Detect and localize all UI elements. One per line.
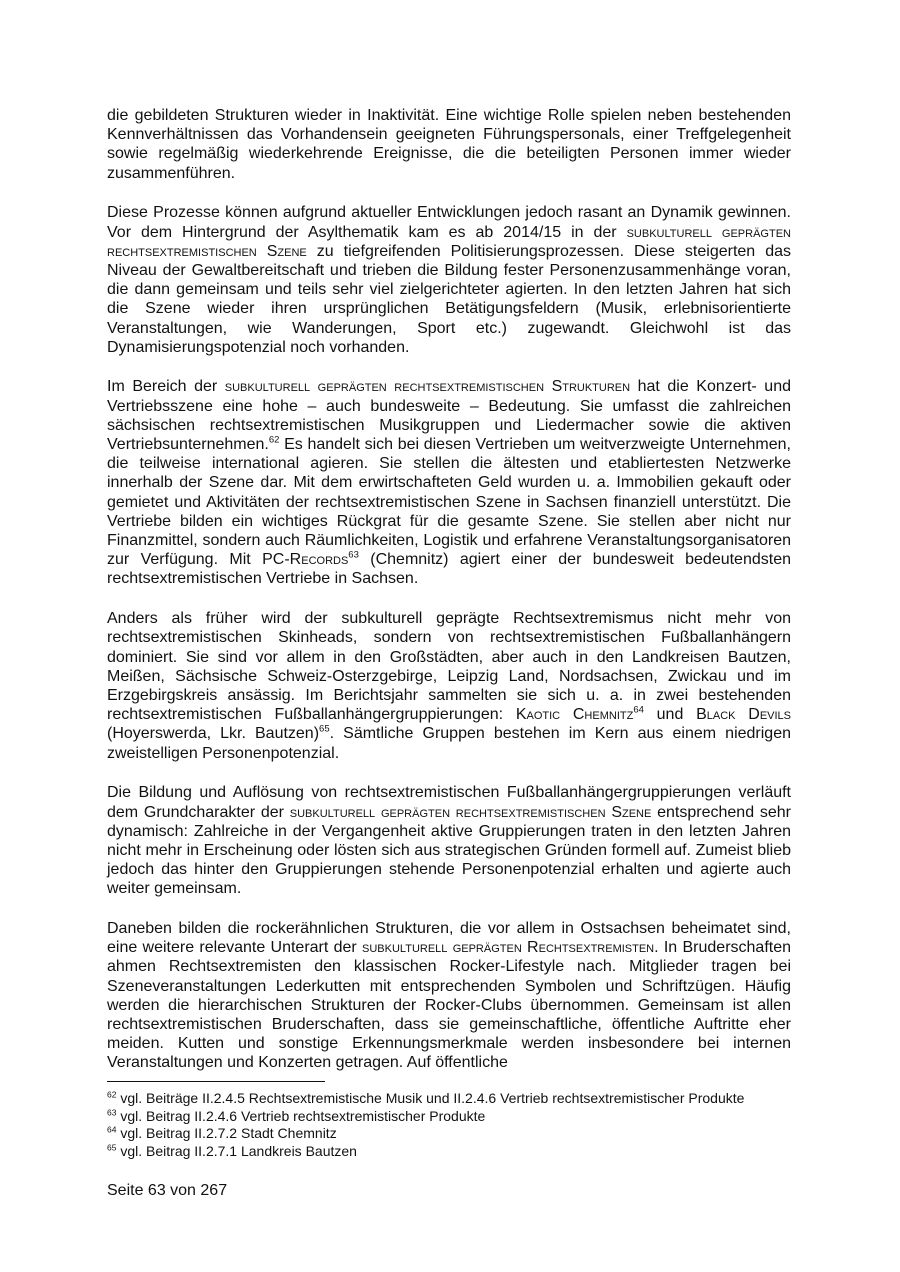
footnote-65 [107,1143,791,1161]
paragraph-5 [107,783,791,898]
footnote-divider [107,1081,325,1082]
text-run: . Sämtliche Gruppen bestehen im Kern aus einem niedrigen zweistelligen Personenpotenzial. [107,725,792,762]
footnote-text: vgl. Beitrag II.2.4.6 Vertrieb rechtsextremistischer Produkte [116,1107,486,1124]
small-caps-term: subkulturell geprägten Rechtsextremisten [362,939,655,957]
small-caps-term: subkulturell geprägten rechtsextremistischen Szene [289,803,652,821]
small-caps-term: subkulturell geprägten rechtsextremistischen Szene [107,223,791,260]
paragraph-6 [107,919,791,1073]
footnotes [107,1090,791,1160]
footnote-number: 64 [107,1124,117,1135]
paragraph-3 [107,377,791,588]
small-caps-term: PC-Records [262,551,349,569]
paragraph-4 [107,609,791,763]
footnote-63 [107,1108,791,1126]
text-run: (Hoyerswerda, Lkr. Bautzen) [107,725,320,743]
footnote-64 [107,1125,791,1143]
text-run: zu tiefgreifenden Politisierungsprozessen. Diese steigerten das Niveau der Gewaltbereitschaft und trieben die Bildung fester Personenzusammenhänge voran, die dann gemeinsam und teils sehr viel zielgerichteter agierten. In den letzten Jahren hat sich die Szene wieder ihren ursprünglichen Betätigungsfeldern (Musik, erlebnisorientierte Veranstaltungen, wie Wanderungen, Sport etc.) zugewandt. Gleichwohl ist das Dynamisierungspotenzial noch vorhanden. [107,242,791,356]
footnote-text: vgl. Beitrag II.2.7.1 Landkreis Bautzen [116,1142,357,1159]
small-caps-term: subkulturell geprägten rechtsextremistischen Strukturen [224,378,631,396]
text-run: und [643,706,697,724]
text-run: Diese Prozesse können aufgrund aktueller Entwicklungen jedoch rasant an Dynamik gewinnen. Vor dem Hintergrund der Asylthematik kam es ab 2014/15 in der [107,204,791,241]
footnote-number: 62 [107,1089,117,1100]
small-caps-term: Black Devils [696,706,792,724]
footnote-text: vgl. Beiträge II.2.4.5 Rechtsextremistische Musik und II.2.4.6 Vertrieb rechtsextremistischer Produkte [116,1090,745,1106]
footnote-ref-65: 65 [319,724,330,736]
footnote-ref-62: 62 [268,434,280,446]
page-number: Seite 63 von 267 [107,1182,228,1199]
text-run: (Chemnitz) agiert einer der bundesweit bedeutendsten rechtsextremistischen Vertriebe in Sachsen. [107,551,791,588]
text-run: Im Bereich der [107,378,225,396]
body-text [107,106,791,1093]
text-run: Anders als früher wird der subkulturell geprägte Rechtsextremismus nicht mehr von rechtsextremistischen Skinheads, sondern von rechtsextremistischen Fußballanhängern dominiert. Sie sind vor allem in den Großstädten, aber auch in den Landkreisen Bautzen, Meißen, Sächsische Schweiz-Osterzgebirge, Leipzig Land, Nordsachsen, Zwickau und im Erzgebirgskreis ansässig. Im Berichtsjahr sammelten sie sich u. a. in zwei bestehenden rechtsextremistischen Fußballanhängergruppierungen: [107,610,791,724]
text-run: Daneben bilden die rockerähnlichen Strukturen, die vor allem in Ostsachsen beheimatet sind, eine weitere relevante Unterart der [107,920,791,957]
footnote-number: 63 [107,1106,117,1117]
paragraph-1-text: die gebildeten Strukturen wieder in Inaktivität. Eine wichtige Rolle spielen neben bestehenden Kennverhältnissen das Vorhandensein geeigneten Führungspersonals, einer Treffgelegenheit sowie regelmäßig wiederkehrende Ereignisse, die die beteiligten Personen immer wieder zusammenführen. [107,107,791,182]
small-caps-term: Kaotic Chemnitz [515,706,634,724]
footnote-text: vgl. Beitrag II.2.7.2 Stadt Chemnitz [116,1125,337,1142]
text-run: Es handelt sich bei diesen Vertrieben um weitverzweigte Unternehmen, die teilweise international agieren. Sie stellen die ältesten und etabliertesten Netzwerke innerhalb der Szene dar. Mit dem erwirtschafteten Geld wurden u. a. Immobilien gekauft oder gemietet und Aktivitäten der rechtsextremistischen Szene in Sachsen finanziell unterstützt. Die Vertriebe bilden ein wichtiges Rückgrat für die gesamte Szene. Sie stellen aber nicht nur Finanzmittel, sondern auch Räumlichkeiten, Logistik und erfahrene Veranstaltungsorganisatoren zur Verfügung. Mit [107,436,791,569]
footnote-ref-63: 63 [348,549,359,561]
text-run: Die Bildung und Auflösung von rechtsextremistischen Fußballanhängergruppierungen verläuft dem Grundcharakter der [107,784,791,821]
footnote-ref-64: 64 [633,704,644,716]
footnote-62 [107,1090,791,1108]
text-run: hat die Konzert- und Vertriebsszene eine hohe – auch bundesweite – Bedeutung. Sie umfasst die zahlreichen sächsischen rechtsextremistischen Musikgruppen und Liedermacher sowie die aktiven Vertriebsunternehmen. [107,378,791,454]
text-run: entsprechend sehr dynamisch: Zahlreiche in der Vergangenheit aktive Gruppierungen traten in den letzten Jahren nicht mehr in Erscheinung oder lösten sich aus strategischen Gründen formell auf. Zumeist blieb jedoch das hinter den Gruppierungen stehende Personenpotenzial erhalten und agierte auch weiter gemeinsam. [107,803,792,898]
footnote-number: 65 [107,1142,117,1153]
text-run: . In Bruderschaften ahmen Rechtsextremisten den klassischen Rocker-Lifestyle nach. Mitglieder tragen bei Szeneveranstaltungen Lederkutten mit entsprechenden Symbolen und Schriftzügen. Häufig werden die hierarchischen Strukturen der Rocker-Clubs übernommen. Gemeinsam ist allen rechtsextremistischen Bruderschaften, dass sie gemeinschaftliche, öffentliche Auftritte eher meiden. Kutten und sonstige Erkennungsmerkmale werden insbesondere bei internen Veranstaltungen und Konzerten getragen. Auf öffentliche [107,939,792,1072]
paragraph-1 [107,106,791,183]
paragraph-2 [107,203,791,357]
